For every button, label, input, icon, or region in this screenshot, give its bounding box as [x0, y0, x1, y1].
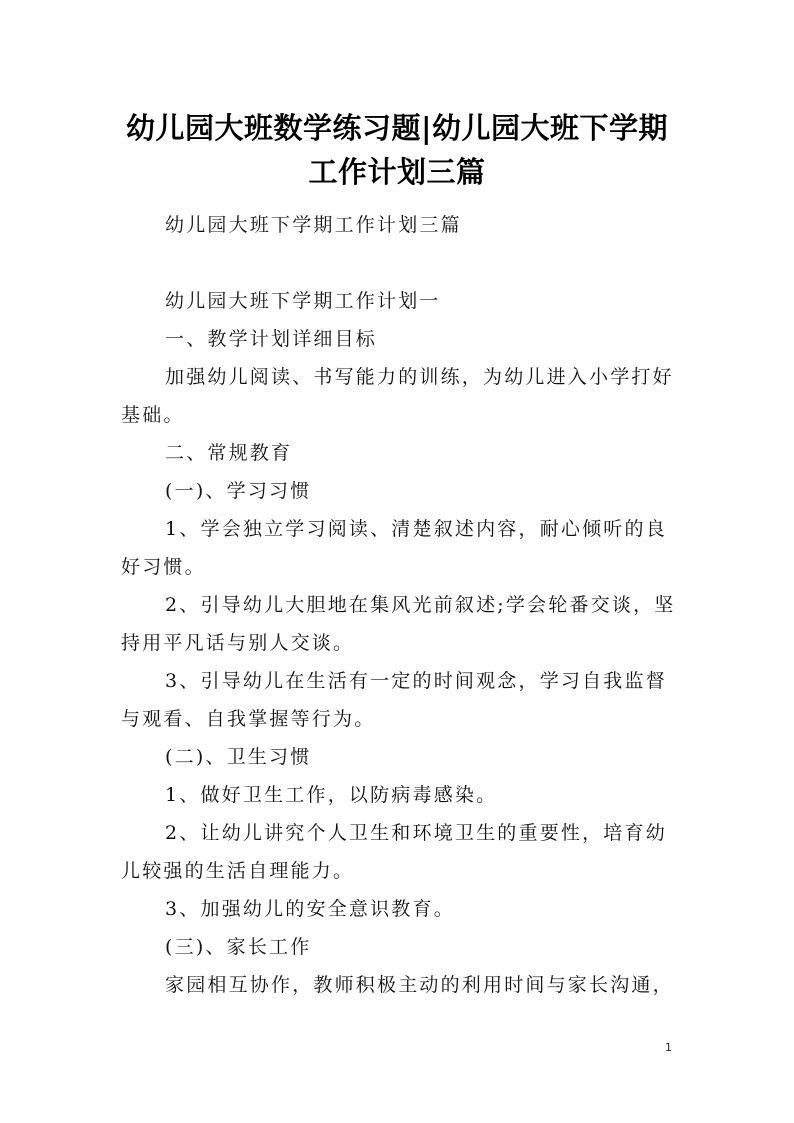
paragraph-line: 持用平凡话与别人交谈。: [121, 632, 355, 654]
paragraph-10: [121, 890, 677, 928]
paragraph-line: 3、加强幼儿的安全意识教育。: [165, 898, 455, 920]
paragraph-4: [121, 510, 677, 586]
paragraph-8: [121, 776, 677, 814]
paragraph-line: 基础。: [121, 404, 185, 426]
paragraph-5: [121, 586, 677, 662]
page-number: 1: [665, 1041, 672, 1054]
paragraph-line: 1、学会独立学习阅读、清楚叙述内容，耐心倾听的良: [165, 518, 667, 540]
paragraph-1: [121, 358, 677, 434]
paragraph-9: [121, 814, 677, 890]
paragraph-line: (二)、卫生习惯: [165, 746, 312, 768]
document-title: [100, 106, 694, 194]
paragraph-line: 一、教学计划详细目标: [165, 328, 378, 350]
paragraph-7: [121, 738, 677, 776]
paragraph-6: [121, 662, 677, 738]
paragraph-line: 1、做好卫生工作，以防病毒感染。: [165, 784, 498, 806]
paragraph-line: (一)、学习习惯: [165, 480, 312, 502]
paragraph-11: [121, 928, 677, 966]
paragraph-line: (三)、家长工作: [165, 936, 312, 958]
paragraph-line: 2、引导幼儿大胆地在集风光前叙述;学会轮番交谈，坚: [165, 594, 676, 616]
paragraph-3: [121, 472, 677, 510]
paragraph-2: [121, 434, 677, 472]
paragraph-line: 与观看、自我掌握等行为。: [121, 708, 376, 730]
paragraph-line: 儿较强的生活自理能力。: [121, 860, 355, 882]
document-body: [121, 206, 677, 1004]
paragraph-line: 加强幼儿阅读、书写能力的训练，为幼儿进入小学打好: [165, 366, 674, 388]
document-subtitle: 幼儿园大班下学期工作计划三篇: [165, 214, 462, 236]
paragraph-12: [121, 966, 677, 1004]
paragraph-line: 二、常规教育: [165, 442, 293, 464]
paragraph-line: 2、让幼儿讲究个人卫生和环境卫生的重要性，培育幼: [165, 822, 667, 844]
paragraph-line: 3、引导幼儿在生活有一定的时间观念，学习自我监督: [165, 670, 667, 692]
title-line-2: 工作计划三篇: [308, 155, 486, 189]
title-line-1: 幼儿园大班数学练习题|幼儿园大班下学期: [125, 111, 669, 145]
paragraph-line: 好习惯。: [121, 556, 206, 578]
paragraph-0: [121, 320, 677, 358]
paragraph-line: 家园相互协作，教师积极主动的利用时间与家长沟通，: [165, 974, 674, 996]
section-heading: 幼儿园大班下学期工作计划一: [165, 290, 441, 312]
